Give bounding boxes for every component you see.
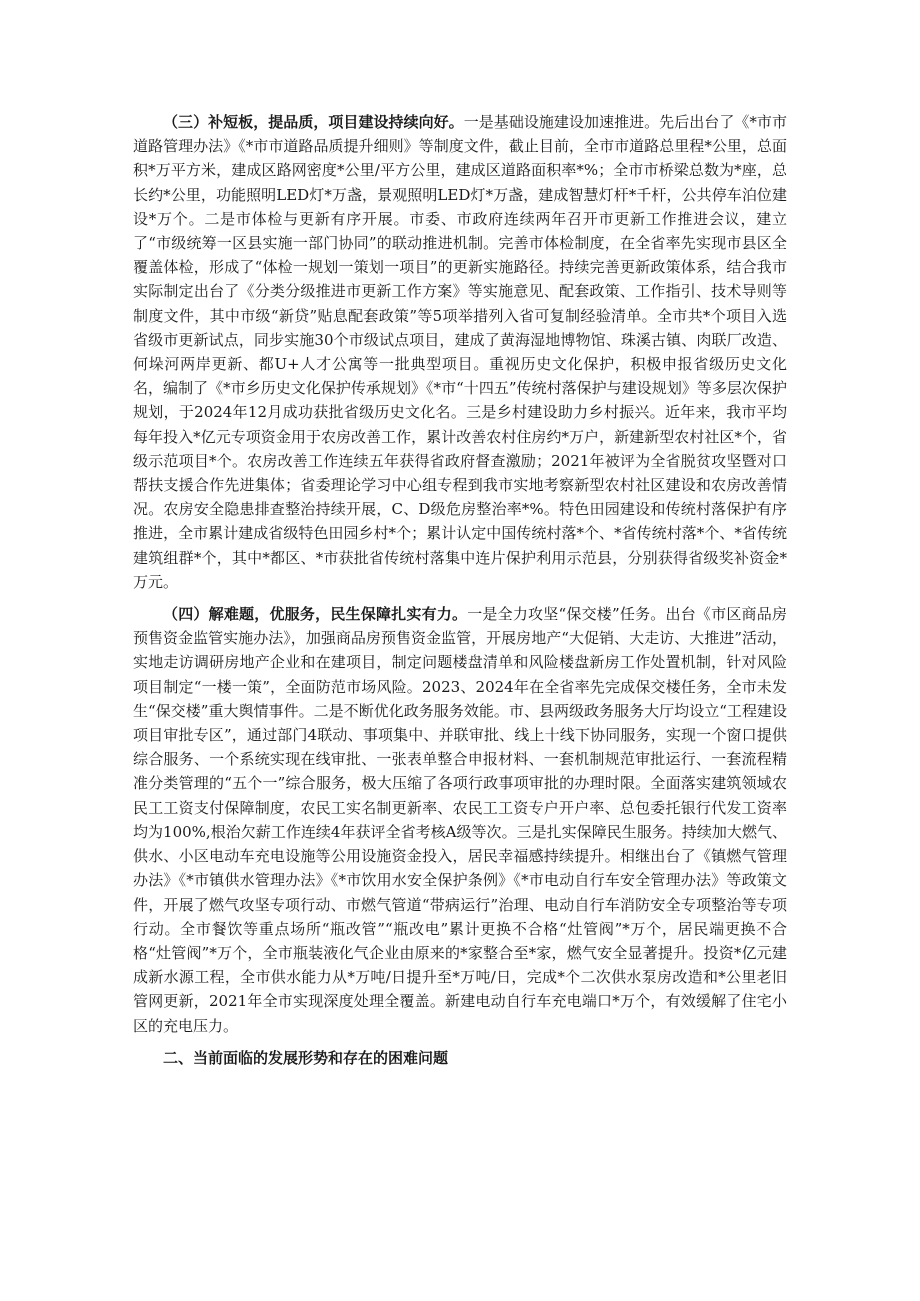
paragraph-section-4 — [133, 602, 787, 1038]
section-3-body: 一是基础设施建设加速推进。先后出台了《*市市道路管理办法》《*市市道路品质提升细则》等制度文件，截止目前，全市市道路总里程*公里，总面积*万平方米，建成区路网密度*公里/平方公里，建成区道路面积率*%；全市市桥梁总数为*座，总长约*公里，功能照明LED灯*万盏，景观照明LED灯*万盏，建成智慧灯杆*千杆，公共停车泊位建设*万个。二是市体检与更新有序开展。市委、市政府连续两年召开市更新工作推进会议，建立了“市级统筹一区县实施一部门协同”的联动推进机制。完善市体检制度，在全省率先实现市县区全覆盖体检，形成了“体检一规划一策划一项目”的更新实施路径。持续完善更新政策体系，结合我市实际制定出台了《分类分级推进市更新工作方案》等实施意见、配套政策、工作指引、技术导则等制度文件，其中市级“新贷”贴息配套政策”等5项举措列入省可复制经验清单。全市共*个项目入选省级市更新试点，同步实施30个市级试点项目，建成了黄海湿地博物馆、珠溪古镇、肉联厂改造、何垛河两岸更新、都U+人才公寓等一批典型项目。重视历史文化保护，积极申报省级历史文化名，编制了《*市乡历史文化保护传承规划》《*市“十四五”传统村落保护与建设规划》等多层次保护规划，于2024年12月成功获批省级历史文化名。三是乡村建设助力乡村振兴。近年来，我市平均每年投入*亿元专项资金用于农房改善工作，累计改善农村住房约*万户，新建新型农村社区*个，省级示范项目*个。农房改善工作连续五年获得省政府督查激励；2021年被评为全省脱贫攻坚暨对口帮扶支援合作先进集体；省委理论学习中心组专程到我市实地考察新型农村社区建设和农房改善情况。农房安全隐患排查整治持续开展，C、D级危房整治率*%。特色田园建设和传统村落保护有序推进，全市累计建成省级特色田园乡村*个；累计认定中国传统村落*个、*省传统村落*个、*省传统建筑组群*个，其中*都区、*市获批省传统村落集中连片保护利用示范县，分别获得省级奖补资金*万元。 — [133, 113, 787, 591]
paragraph-section-3 — [133, 110, 787, 594]
section-4-body: 一是全力攻坚“保交楼”任务。出台《市区商品房预售资金监管实施办法》，加强商品房预售资金监管，开展房地产“大促销、大走访、大推进”活动，实地走访调研房地产企业和在建项目，制定问题楼盘清单和风险楼盘新房工作处置机制，针对风险项目制定“一楼一策”，全面防范市场风险。2023、2024年在全省率先完成保交楼任务，全市未发生“保交楼”重大舆情事件。二是不断优化政务服务效能。市、县两级政务服务大厅均设立“工程建设项目审批专区”，通过部门4联动、事项集中、并联审批、线上十线下协同服务，实现一个窗口提供综合服务、一个系统实现在线审批、一张表单整合申报材料、一套机制规范审批运行、一套流程精准分类管理的“五个一”综合服务，极大压缩了各项行政事项审批的办理时限。全面落实建筑领域农民工工资支付保障制度，农民工实名制更新率、农民工工资专户开户率、总包委托银行代发工资率均为100%,根治欠薪工作连续4年获评全省考核A级等次。三是扎实保障民生服务。持续加大燃气、供水、小区电动车充电设施等公用设施资金投入，居民幸福感持续提升。相继出台了《镇燃气管理办法》《*市镇供水管理办法》《*市饮用水安全保护条例》《*市电动自行车安全管理办法》等政策文件，开展了燃气攻坚专项行动、市燃气管道“带病运行”治理、电动自行车消防安全专项整治等专项行动。全市餐饮等重点场所“瓶改管”“瓶改电”累计更换不合格“灶管阀”*万个，居民端更换不合格“灶管阀”*万个，全市瓶装液化气企业由原来的*家整合至*家，燃气安全显著提升。投资*亿元建成新水源工程，全市供水能力从*万吨/日提升至*万吨/日，完成*个二次供水泵房改造和*公里老旧管网更新，2021年全市实现深度处理全覆盖。新建电动自行车充电端口*万个，有效缓解了住宅小区的充电压力。 — [133, 605, 787, 1035]
section-3-lead: （三）补短板，提品质，项目建设持续向好。 — [163, 113, 464, 131]
document-body — [133, 110, 787, 1070]
section-heading-2: 二、当前面临的发展形势和存在的困难问题 — [163, 1048, 449, 1067]
section-4-lead: （四）解难题，优服务，民生保障扎实有力。 — [163, 605, 468, 624]
